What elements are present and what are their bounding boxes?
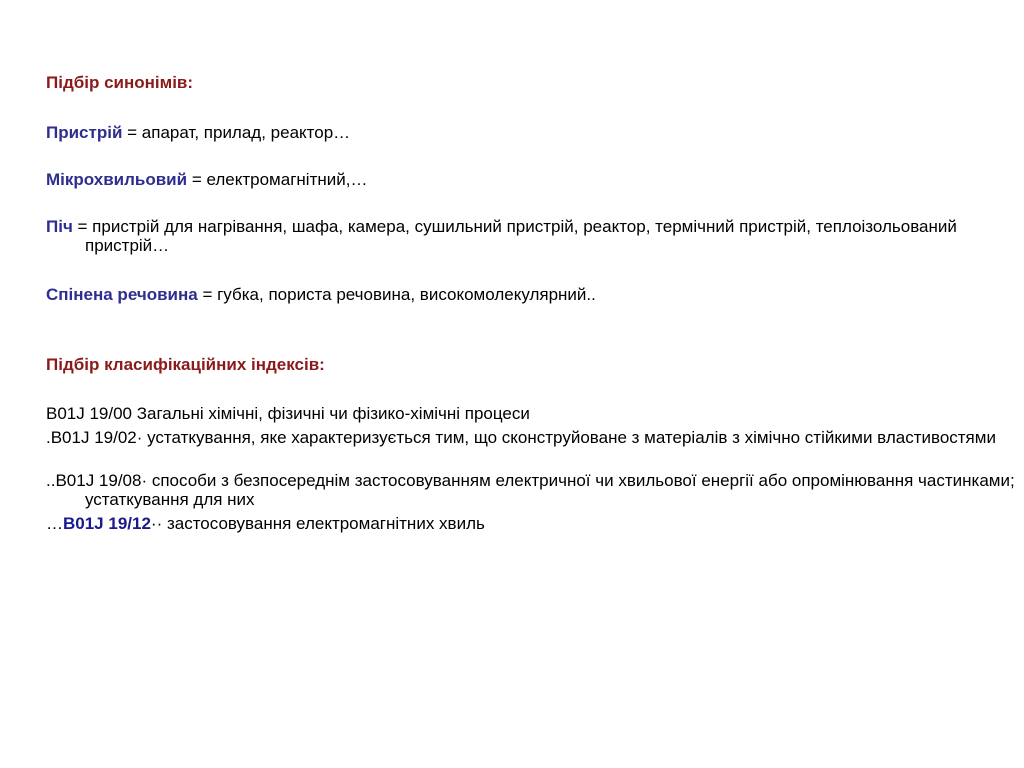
entry-description: ·· застосовування електромагнітних хвиль: [150, 514, 485, 533]
synonym-item: [46, 217, 1015, 255]
synonym-term: Пристрій: [46, 123, 123, 142]
classification-entry: .B01J 19/02· устаткування, яке характеризується тим, що сконструйоване з матеріалів з хімічно стійкими властивостями: [46, 428, 996, 447]
synonym-definition: = губка, пориста речовина, високомолекулярний..: [197, 285, 596, 304]
classification-entry: B01J 19/00 Загальні хімічні, фізичні чи фізико-хімічні процеси: [46, 404, 530, 423]
synonym-item: [46, 285, 976, 304]
synonym-item: [46, 123, 976, 142]
synonym-definition: = апарат, прилад, реактор…: [122, 123, 351, 142]
entry-prefix: …: [46, 514, 63, 533]
synonym-term: Піч: [46, 217, 73, 236]
classification-code: B01J 19/12: [63, 514, 151, 533]
classification-entry-highlighted: [46, 514, 976, 533]
synonym-term: Спінена речовина: [46, 285, 198, 304]
synonym-definition: = електромагнітний,…: [187, 170, 368, 189]
synonyms-heading: Підбір синонімів:: [46, 73, 194, 92]
classification-entry: ..B01J 19/08· способи з безпосереднім застосовуванням електричної чи хвильової енергії або опромінювання частинками; устаткування для них: [46, 471, 1015, 509]
synonym-definition: = пристрій для нагрівання, шафа, камера, сушильний пристрій, реактор, термічний пристрій, теплоізольований пристрій…: [72, 217, 957, 255]
synonym-term: Мікрохвильовий: [46, 170, 188, 189]
classification-heading: Підбір класифікаційних індексів:: [46, 355, 325, 374]
synonym-item: [46, 170, 976, 189]
slide: [46, 0, 1015, 768]
